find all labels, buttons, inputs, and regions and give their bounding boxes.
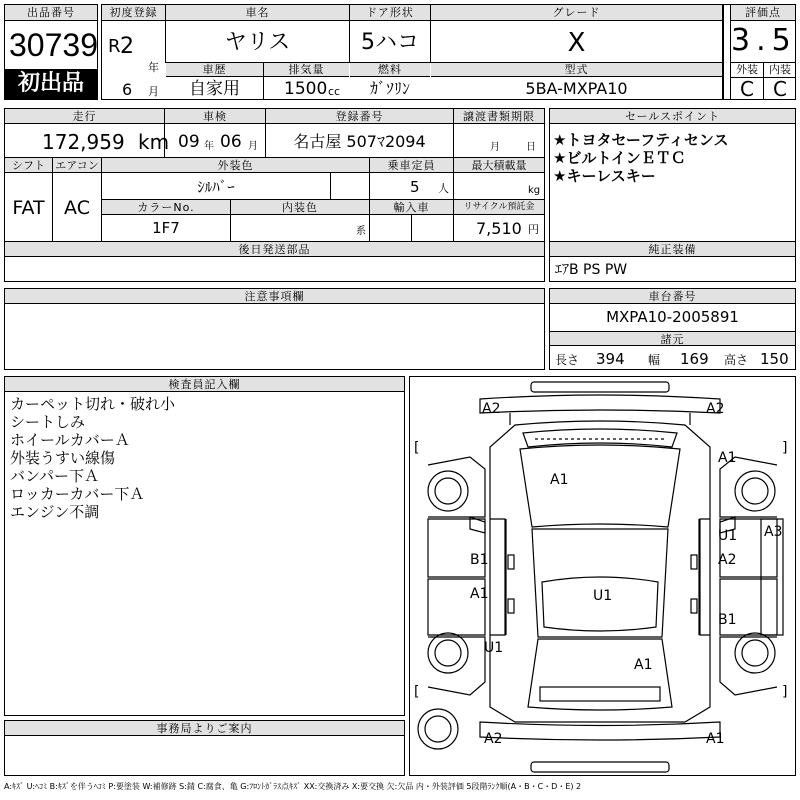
max-load-label: 最大積載量 <box>454 158 544 173</box>
registration-era: R <box>108 36 121 57</box>
right-rear-tire <box>735 633 775 673</box>
registration-month-unit: 月 <box>148 85 159 98</box>
damage-mark: B1 <box>718 612 737 628</box>
aircon-value: AC <box>64 197 90 219</box>
right-bracket-bottom: ] <box>782 684 788 700</box>
sales-points-list <box>553 131 728 185</box>
model-name-label: 車名 <box>166 5 349 21</box>
capacity-label: 乗車定員 <box>370 158 453 173</box>
chassis-number-label: 車台番号 <box>550 289 795 304</box>
inspector-notes-list <box>10 395 175 521</box>
inspection-month: 06 <box>220 132 242 152</box>
rear-license <box>540 687 660 701</box>
right-bracket-top: ] <box>782 440 788 456</box>
import-label: 輸入車 <box>370 200 453 215</box>
mileage-unit: km <box>138 130 170 154</box>
aircon-label: エアコン <box>53 158 101 173</box>
detail-grid <box>4 108 545 242</box>
damage-mark: U1 <box>484 640 504 656</box>
height-label: 高さ <box>724 353 749 367</box>
recycle-deposit-label: リサイクル預託金 <box>454 200 544 215</box>
left-bracket-bottom: [ <box>414 684 420 700</box>
right-front-fender <box>720 457 777 517</box>
damage-mark: A1 <box>706 731 725 747</box>
left-sill <box>490 519 505 635</box>
left-front-tire-inner <box>435 478 461 504</box>
model-code-label: 型式 <box>431 63 722 77</box>
left-front-door <box>428 519 485 577</box>
inspector-note: シートしみ <box>10 413 86 431</box>
dimensions-label: 諸元 <box>550 331 795 346</box>
model-name-value: ヤリス <box>224 30 291 55</box>
cautions-label: 注意事項欄 <box>5 289 544 304</box>
first-listing-badge: 初出品 <box>5 69 97 99</box>
height-value: 150 <box>760 350 789 368</box>
front-bumper-strip <box>531 382 669 392</box>
capacity-value: 5 <box>410 178 420 196</box>
history-label: 車歴 <box>166 63 263 77</box>
grade-value: X <box>567 28 586 58</box>
shift-value: FAT <box>12 197 45 219</box>
fuel-value: ｶﾞｿﾘﾝ <box>369 79 410 98</box>
sales-points-box <box>549 108 796 242</box>
inspector-note: カーペット切れ・破れ小 <box>10 395 176 413</box>
lot-number-cell <box>4 4 98 100</box>
right-rear-fender <box>720 637 777 695</box>
cautions-box <box>4 288 545 370</box>
exterior-color-value: ｼﾙﾊﾞｰ <box>197 178 235 196</box>
windshield <box>523 429 677 447</box>
rear-window <box>528 639 672 710</box>
right-rear-handle <box>691 599 697 613</box>
grade-label: グレード <box>431 5 722 21</box>
damage-mark: A2 <box>706 401 725 417</box>
left-rear-tire <box>428 633 468 673</box>
front-bumper <box>480 395 720 413</box>
transfer-docs-label: 譲渡書類期限 <box>454 109 544 124</box>
displacement-unit: cc <box>328 85 341 98</box>
damage-mark: B1 <box>470 552 489 568</box>
car-diagram-svg <box>410 377 795 775</box>
registration-month: 6 <box>122 80 133 99</box>
office-notice-label: 事務局よりご案内 <box>5 721 404 736</box>
equipment-value: ｴｱB PS PW <box>555 262 628 278</box>
legend-text: A:ｷｽﾞ U:ﾍｺﾐ B:ｷｽﾞを伴うﾍｺﾐ P:要塗装 W:補修跡 S:錆 C:腐食、亀 G:ﾌﾛﾝﾄｶﾞﾗｽ点ｷｽﾞ XX:交換済み X:要交換 欠:欠品 内・外装評価 5段階ﾗﾝｸ順(A・B・C・D・E) 2 <box>4 782 582 791</box>
recycle-deposit-unit: 円 <box>528 223 539 236</box>
registration-number-value: 名古屋 507ﾏ2094 <box>293 132 426 151</box>
lot-number-value: 30739 <box>9 27 98 63</box>
mileage-value: 172,959 <box>42 130 125 154</box>
color-no-value: 1F7 <box>152 219 180 237</box>
score-value: 3.5 <box>731 23 797 58</box>
left-rear-tire-inner <box>435 640 461 666</box>
inspection-month-unit: 月 <box>248 141 258 152</box>
lot-number-label: 出品番号 <box>5 5 97 21</box>
color-no-label: カラーNo. <box>102 200 230 215</box>
damage-mark: A2 <box>482 401 501 417</box>
sales-point-item: ★キーレスキー <box>553 167 656 185</box>
hood <box>520 445 680 527</box>
inspector-note: バンパー下Ａ <box>10 467 99 485</box>
damage-mark: A1 <box>634 657 653 673</box>
width-value: 169 <box>680 350 709 368</box>
inspector-note: ホイールカバーＡ <box>10 431 130 449</box>
displacement-value: 1500 <box>284 79 328 99</box>
damage-mark: A3 <box>764 524 783 540</box>
sales-point-item: ★ビルトインＥＴＣ <box>553 149 686 167</box>
left-rear-handle <box>508 599 514 613</box>
recycle-deposit-value: 7,510 <box>476 219 522 238</box>
spare-tire <box>418 709 458 749</box>
sales-points-label: セールスポイント <box>550 109 795 124</box>
rear-bumper <box>480 722 720 740</box>
damage-mark: U1 <box>593 588 613 604</box>
max-load-unit: kg <box>528 185 541 196</box>
inspection-year: 09 <box>178 132 200 152</box>
right-rear-tire-inner <box>742 640 768 666</box>
transfer-docs-month: 月 <box>490 142 500 153</box>
registration-number-label: 登録番号 <box>266 109 453 124</box>
right-sill <box>700 519 710 635</box>
damage-mark: A1 <box>470 586 489 602</box>
chassis-box <box>549 288 796 370</box>
exterior-grade-label: 外装 <box>736 63 758 76</box>
model-code-value: 5BA-MXPA10 <box>525 79 628 98</box>
later-parts-label: 後日発送部品 <box>5 242 544 257</box>
interior-color-label: 内装色 <box>231 200 369 215</box>
left-front-handle <box>508 555 514 569</box>
score-label: 評価点 <box>731 5 795 21</box>
office-notice-box <box>4 720 405 776</box>
interior-grade-label: 内装 <box>769 63 791 76</box>
fuel-label: 燃料 <box>350 63 430 77</box>
shift-label: シフト <box>5 158 52 173</box>
spare-tire-inner <box>425 716 451 742</box>
inspector-note: 外装うすい線傷 <box>10 449 116 467</box>
capacity-unit: 人 <box>438 182 449 195</box>
length-value: 394 <box>596 350 625 368</box>
right-front-tire-inner <box>742 478 768 504</box>
inspector-note: ロッカーカバー下Ａ <box>10 485 145 503</box>
registration-year: 2 <box>120 34 134 59</box>
damage-mark: A2 <box>718 552 737 568</box>
later-parts-box <box>4 241 545 282</box>
inspector-note: エンジン不調 <box>10 503 100 521</box>
first-registration-label: 初度登録 <box>102 5 165 21</box>
left-bracket-top: [ <box>414 440 420 456</box>
chassis-number-value: MXPA10-2005891 <box>606 308 739 326</box>
exterior-color-label: 外装色 <box>102 158 369 173</box>
equipment-box <box>549 241 796 282</box>
right-front-handle <box>691 555 697 569</box>
interior-color-unit: 系 <box>356 226 366 237</box>
inspection-label: 車検 <box>165 109 265 124</box>
transfer-docs-day: 日 <box>526 142 536 153</box>
damage-mark: A1 <box>718 450 737 466</box>
interior-grade-value: C <box>773 77 787 101</box>
history-value: 自家用 <box>189 79 240 99</box>
right-front-tire <box>735 471 775 511</box>
damage-mark: U1 <box>718 528 738 544</box>
inspector-notes-label: 検査員記入欄 <box>5 377 404 392</box>
door-type-value: 5ハコ <box>361 30 419 55</box>
cabin <box>532 529 668 637</box>
door-type-label: ドア形状 <box>350 5 430 21</box>
damage-mark: A2 <box>484 731 503 747</box>
sales-point-item: ★トヨタセーフティセンス <box>553 131 729 149</box>
exterior-grade-value: C <box>740 77 754 101</box>
damage-mark: A1 <box>550 472 569 488</box>
rear-bumper-strip <box>531 762 669 772</box>
left-front-tire <box>428 471 468 511</box>
roof-panel <box>542 577 658 631</box>
inspector-notes-box <box>4 376 405 716</box>
equipment-label: 純正装備 <box>550 242 795 257</box>
damage-diagram <box>409 376 796 776</box>
width-label: 幅 <box>648 353 661 367</box>
registration-year-unit: 年 <box>148 61 159 74</box>
mileage-label: 走行 <box>5 109 164 124</box>
inspection-year-unit: 年 <box>204 141 214 152</box>
length-label: 長さ <box>555 353 580 367</box>
displacement-label: 排気量 <box>264 63 349 77</box>
